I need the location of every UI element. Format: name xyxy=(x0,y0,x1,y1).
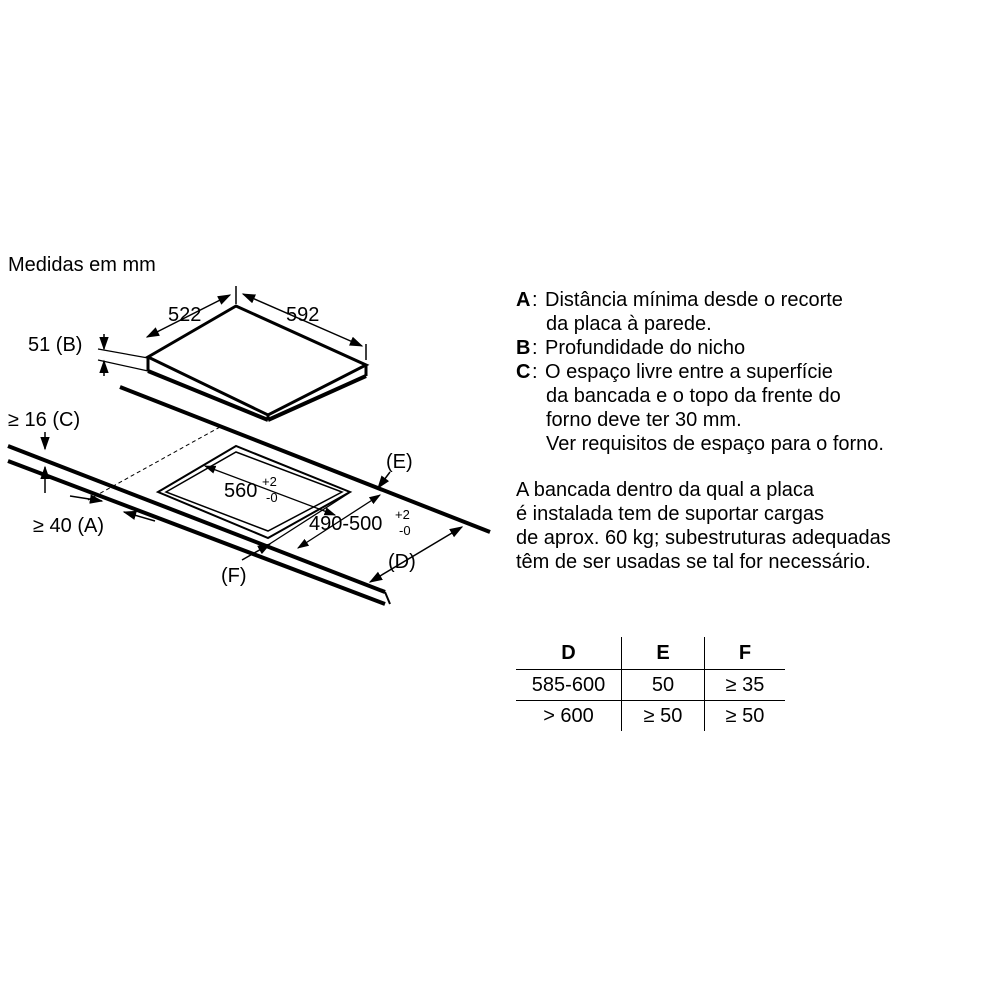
legend-item-c: C : O espaço livre entre a superfície xyxy=(516,361,833,383)
dimension-wall-label: ≥ 40 (A) xyxy=(33,515,104,537)
dimension-wall-a xyxy=(33,496,155,537)
dimension-height-label: 51 (B) xyxy=(28,334,83,356)
dimension-560-label: 560 xyxy=(224,480,258,502)
table-cell: 50 xyxy=(622,670,705,701)
table-cell: > 600 xyxy=(543,704,594,727)
note-line: têm de ser usadas se tal for necessário. xyxy=(516,551,871,573)
legend-key-a: A xyxy=(516,289,531,311)
note-line: é instalada tem de suportar cargas xyxy=(516,503,824,525)
unit-label: Medidas em mm xyxy=(8,254,156,276)
table-header-f: F xyxy=(705,637,786,670)
load-note xyxy=(516,478,986,574)
table-cell: ≥ 35 xyxy=(705,670,786,701)
dimension-490-500-tol-down: -0 xyxy=(399,523,411,538)
table-header-e: E xyxy=(622,637,705,670)
legend-text-a-1: Distância mínima desde o recorte xyxy=(545,289,843,311)
legend-text-a-2: da placa à parede. xyxy=(546,313,712,335)
legend-text-c-4: Ver requisitos de espaço para o forno. xyxy=(546,433,884,455)
table-header-row xyxy=(516,637,785,670)
legend-item-a: A : Distância mínima desde o recorte xyxy=(516,289,843,311)
note-line: de aprox. 60 kg; subestruturas adequadas xyxy=(516,527,891,549)
dimension-560-tol-up: +2 xyxy=(262,474,277,489)
dimension-height-b xyxy=(28,334,148,376)
legend-key-c: C xyxy=(516,361,531,383)
dimension-592 xyxy=(243,294,366,360)
dimension-490-500-label: 490-500 xyxy=(309,513,383,535)
legend-text-c-2: da bancada e o topo da frente do xyxy=(546,385,841,407)
marker-d-label: (D) xyxy=(388,551,416,573)
dimension-490-500-tol-up: +2 xyxy=(395,507,410,522)
table-cell: ≥ 50 xyxy=(622,701,705,732)
table-cell: 585-600 xyxy=(516,670,622,701)
legend-text-b-1: Profundidade do nicho xyxy=(545,337,746,359)
clearance-table xyxy=(516,637,785,731)
marker-e-label: (E) xyxy=(386,451,413,473)
dimension-560 xyxy=(205,466,335,515)
legend-text-c-3: forno deve ter 30 mm. xyxy=(546,409,742,431)
dimension-592-label: 592 xyxy=(286,304,320,326)
table-header-d: D xyxy=(516,637,622,670)
table-cell: ≥ 50 xyxy=(705,701,786,732)
dimension-522 xyxy=(147,286,236,337)
table-row xyxy=(516,670,785,701)
legend xyxy=(516,288,986,456)
marker-f-label: (F) xyxy=(221,565,247,587)
legend-text-c-1: O espaço livre entre a superfície xyxy=(545,361,833,383)
dimension-gap-label: ≥ 16 (C) xyxy=(8,409,81,431)
projection-line xyxy=(88,427,220,500)
dimension-522-label: 522 xyxy=(168,304,202,326)
table-row xyxy=(516,701,785,732)
note-line: A bancada dentro da qual a placa xyxy=(516,479,815,501)
marker-e xyxy=(378,451,413,488)
dimension-560-tol-down: -0 xyxy=(266,490,278,505)
dimension-d xyxy=(370,527,462,582)
legend-key-b: B xyxy=(516,337,531,359)
legend-item-b: B : Profundidade do nicho xyxy=(516,337,746,359)
